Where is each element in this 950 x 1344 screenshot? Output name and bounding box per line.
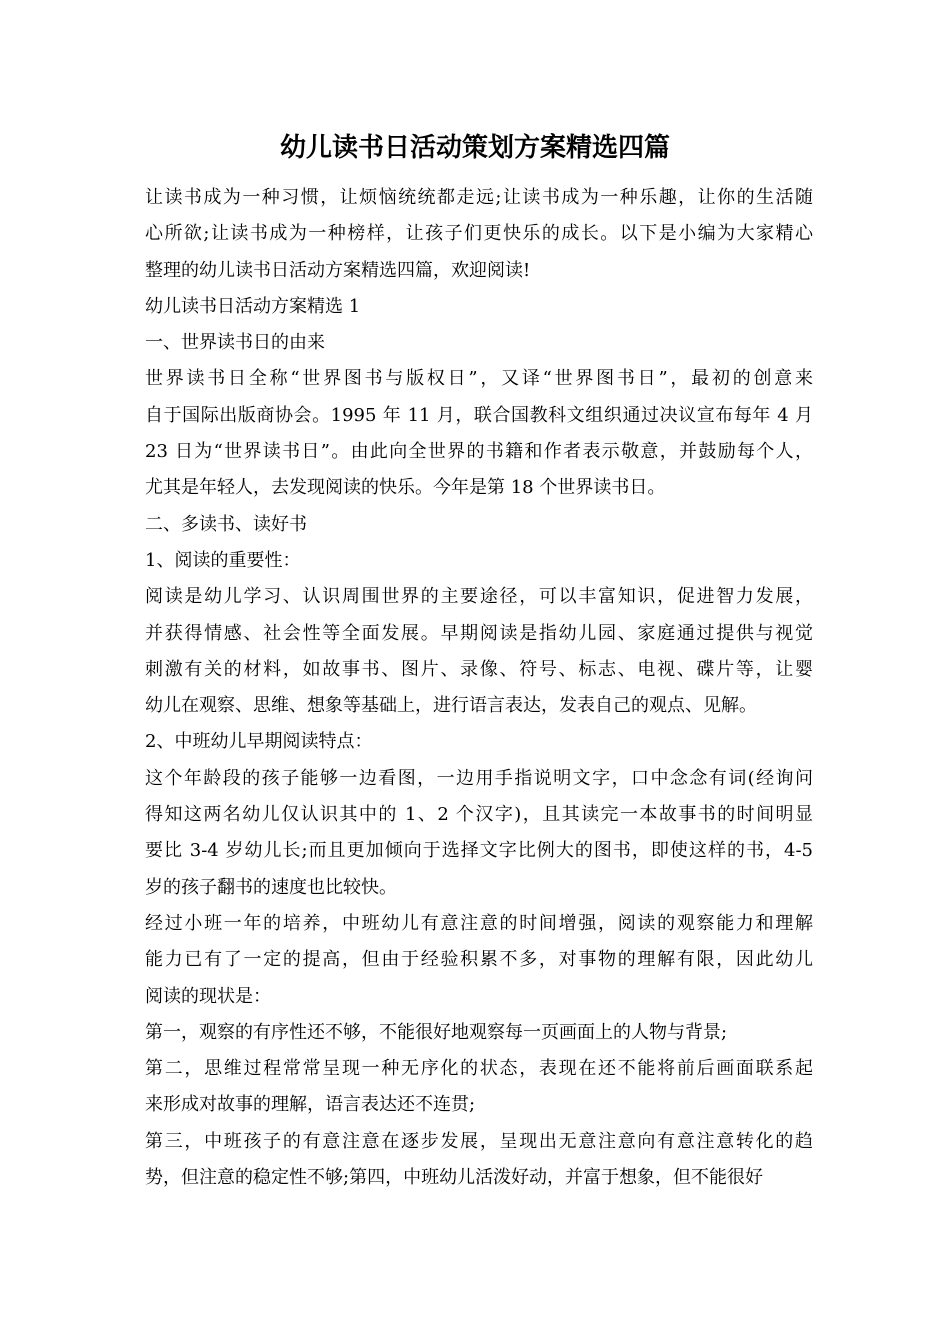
paragraph [145,579,813,724]
document-body [145,180,813,1196]
text-line: 一、世界读书日的由来 [145,332,325,354]
text-line: 让读书成为一种习惯，让烦恼统统都走远;让读书成为一种乐趣，让你的生活随 [145,187,813,208]
text-line: 并获得情感、社会性等全面发展。早期阅读是指幼儿园、家庭通过提供与视觉 [145,622,813,644]
text-line: 1、阅读的重要性： [145,549,301,571]
text-line: 幼儿在观察、思维、想象等基础上，进行语言表达，发表自己的观点、见解。 [145,695,757,717]
text-line: 要比 3-4 岁幼儿长;而且更加倾向于选择文字比例大的图书，即使这样的书，4-5 [145,840,813,862]
paragraph [145,361,813,506]
text-line: 来形成对故事的理解，语言表达还不连贯; [145,1094,476,1116]
text-line: 世界读书日全称“世界图书与版权日”，又译“世界图书日”，最初的创意来 [145,368,813,390]
paragraph [145,325,813,361]
text-line: 得知这两名幼儿仅认识其中的 1、2 个汉字)，且其读完一本故事书的时间明显 [145,804,813,826]
document-title: 幼儿读书日活动策划方案精选四篇 [279,133,670,163]
paragraph [145,507,813,543]
text-line: 岁的孩子翻书的速度也比较快。 [145,876,397,898]
text-line: 第二，思维过程常常呈现一种无序化的状态，表现在还不能将前后画面联系起 [145,1058,813,1080]
text-line: 这个年龄段的孩子能够一边看图，一边用手指说明文字，口中念念有词(经询问 [145,767,813,789]
text-line: 二、多读书、读好书 [145,513,307,535]
paragraph [145,180,813,289]
text-line: 第三，中班孩子的有意注意在逐步发展，呈现出无意注意向有意注意转化的趋 [145,1130,813,1152]
paragraph [145,906,813,1015]
paragraph [145,543,813,579]
text-line: 尤其是年轻人，去发现阅读的快乐。今年是第 18 个世界读书日。 [145,477,666,499]
text-line: 整理的幼儿读书日活动方案精选四篇，欢迎阅读! [145,259,531,281]
text-line: 23 日为“世界读书日”。由此向全世界的书籍和作者表示敬意，并鼓励每个人， [145,441,813,463]
paragraph [145,1051,813,1124]
text-line: 能力已有了一定的提高，但由于经验积累不多，对事物的理解有限，因此幼儿 [145,949,813,971]
text-line: 心所欲;让读书成为一种榜样，让孩子们更快乐的成长。以下是小编为大家精心 [145,223,813,245]
paragraph [145,761,813,906]
text-line: 经过小班一年的培养，中班幼儿有意注意的时间增强，阅读的观察能力和理解 [145,912,813,934]
paragraph [145,1124,813,1197]
text-line: 势，但注意的稳定性不够;第四，中班幼儿活泼好动，并富于想象，但不能很好 [145,1167,764,1189]
text-line: 第一，观察的有序性还不够，不能很好地观察每一页画面上的人物与背景; [145,1021,728,1043]
text-line: 幼儿读书日活动方案精选 1 [145,295,361,317]
text-line: 刺激有关的材料，如故事书、图片、录像、符号、标志、电视、碟片等，让婴 [145,658,813,680]
text-line: 2、中班幼儿早期阅读特点： [145,731,373,753]
paragraph [145,724,813,760]
paragraph [145,1015,813,1051]
paragraph [145,289,813,325]
text-line: 阅读的现状是： [145,985,271,1007]
text-line: 自于国际出版商协会。1995 年 11 月，联合国教科文组织通过决议宣布每年 4 月 [145,404,813,426]
text-line: 阅读是幼儿学习、认识周围世界的主要途径，可以丰富知识，促进智力发展， [145,586,813,608]
